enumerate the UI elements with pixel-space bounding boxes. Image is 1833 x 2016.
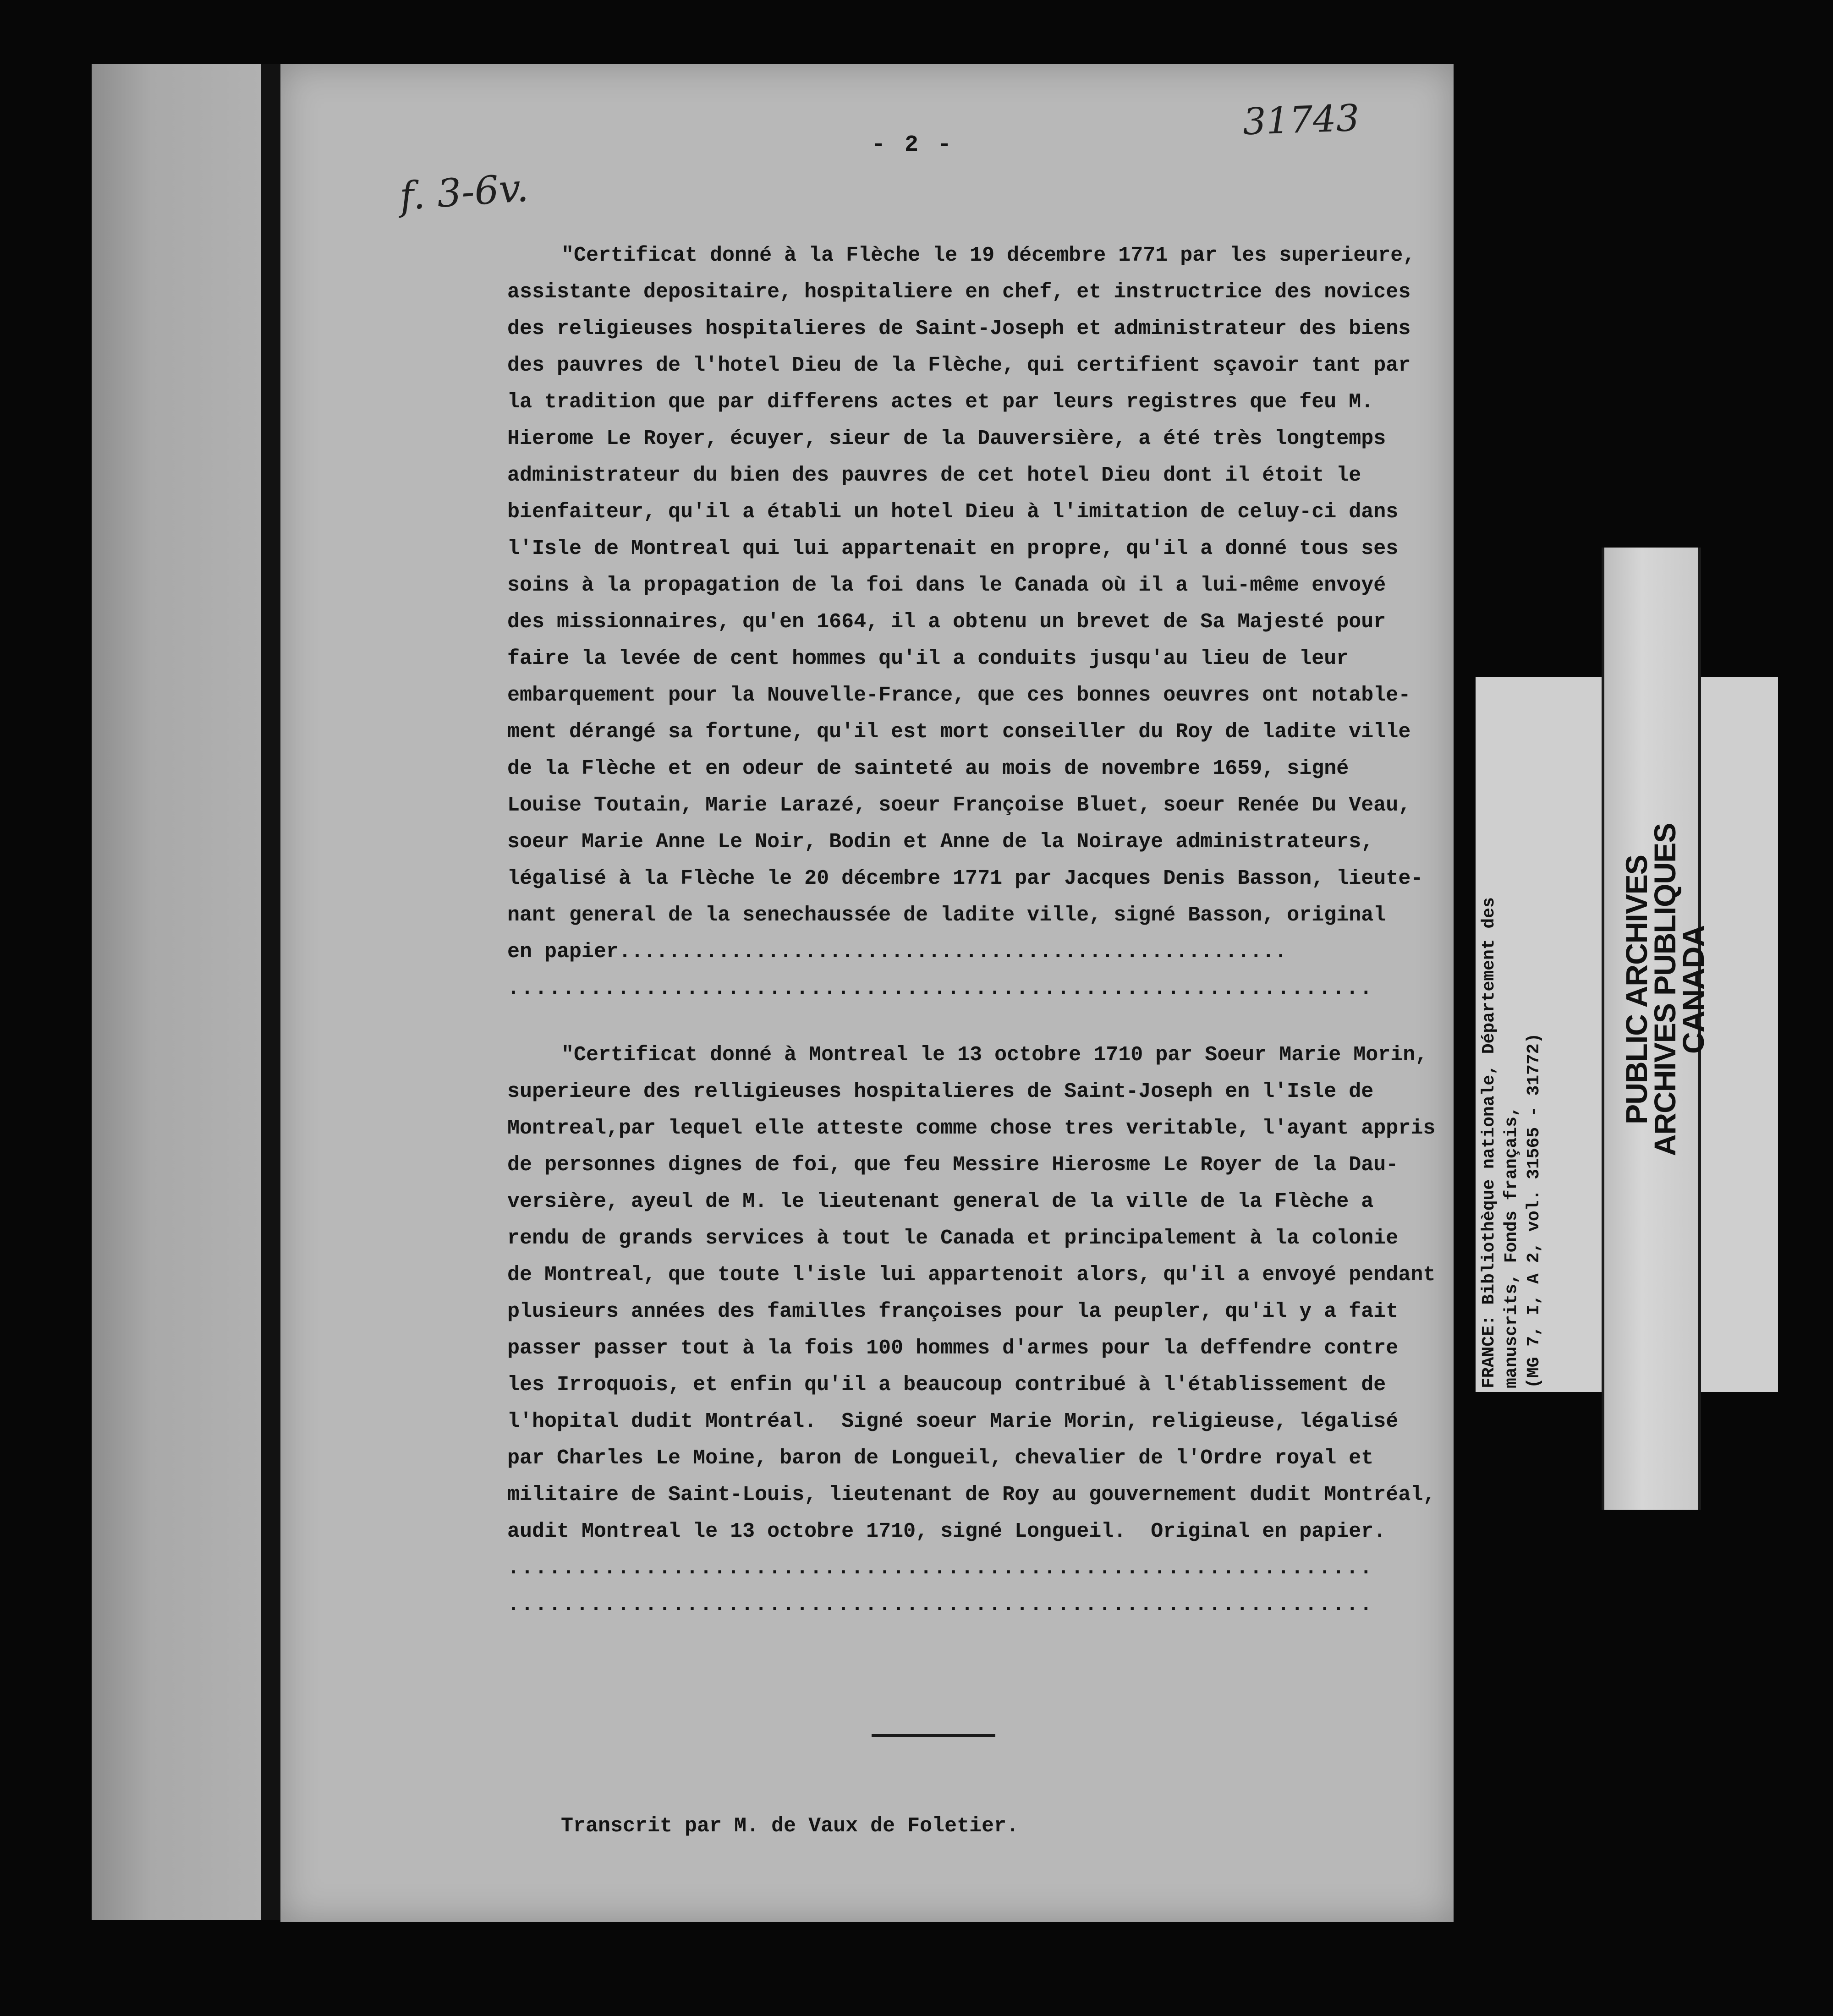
horizontal-rule (872, 1734, 995, 1737)
dotted-separator-2 (507, 1550, 1442, 1623)
text-line: soeur Marie Anne Le Noir, Bodin et Anne de la Noiraye administrateurs, (507, 830, 1374, 854)
text-line: de Montreal, que toute l'isle lui appartenoit alors, qu'il a envoyé pendant (507, 1263, 1436, 1287)
text-line: passer passer tout à la fois 100 hommes d'armes pour la deffendre contre (507, 1337, 1399, 1360)
dotted-line: ............................................................... (507, 1556, 1374, 1580)
page-number: - 2 - (871, 132, 955, 158)
label-line: manuscrits, Fonds français, (1502, 1106, 1521, 1388)
text-line: faire la levée de cent hommes qu'il a conduits jusqu'au lieu de leur (507, 647, 1349, 670)
text-line: "Certificat donné à Montreal le 13 octobre 1710 par Soeur Marie Morin, (561, 1043, 1428, 1067)
public-archives-stamp (1619, 783, 1710, 1196)
text-line: versière, ayeul de M. le lieutenant general de la ville de la Flèche a (507, 1190, 1374, 1213)
text-line: Montreal,par lequel elle atteste comme chose tres veritable, l'ayant appris (507, 1117, 1436, 1140)
text-line: Louise Toutain, Marie Larazé, soeur Françoise Bluet, soeur Renée Du Veau, (507, 794, 1411, 817)
dotted-separator-1 (507, 970, 1442, 1007)
stamp-line: CANADA (1676, 926, 1710, 1054)
text-line: légalisé à la Flèche le 20 décembre 1771 par Jacques Denis Basson, lieute- (507, 867, 1423, 890)
text-line: de personnes dignes de foi, que feu Messire Hierosme Le Royer de la Dau- (507, 1153, 1399, 1177)
transcriber-credit: Transcrit par M. de Vaux de Foletier. (561, 1814, 1019, 1838)
text-line: l'hopital dudit Montréal. Signé soeur Marie Morin, religieuse, légalisé (507, 1410, 1399, 1433)
text-line: les Irroquois, et enfin qu'il a beaucoup contribué à l'établissement de (507, 1373, 1386, 1397)
text-line: militaire de Saint-Louis, lieutenant de Roy au gouvernement dudit Montréal, (507, 1483, 1436, 1507)
paragraph-2 (507, 1037, 1442, 1550)
text-line: des religieuses hospitalieres de Saint-Joseph et administrateur des biens (507, 317, 1411, 340)
text-line: Hierome Le Royer, écuyer, sieur de la Dauversière, a été très longtemps (507, 427, 1386, 450)
archive-label (1478, 683, 1544, 1388)
text-line: rendu de grands services à tout le Canada et principalement à la colonie (507, 1227, 1399, 1250)
document-body (507, 237, 1442, 1623)
label-line: (MG 7, I, A 2, vol. 31565 - 31772) (1524, 1033, 1544, 1388)
paragraph-1 (507, 237, 1442, 970)
text-line: soins à la propagation de la foi dans le Canada où il a lui-même envoyé (507, 574, 1386, 597)
scan-gutter (261, 64, 280, 1920)
text-line: plusieurs années des familles françoises pour la peupler, qu'il y a fait (507, 1300, 1399, 1323)
text-line: des missionnaires, qu'en 1664, il a obtenu un brevet de Sa Majesté pour (507, 610, 1386, 634)
stamp-line: PUBLIC ARCHIVES (1619, 855, 1653, 1124)
dotted-line: ............................................................... (507, 977, 1374, 1000)
text-line: la tradition que par differens actes et par leurs registres que feu M. (507, 390, 1374, 414)
dotted-line: ............................................................... (507, 1593, 1374, 1616)
document-page (280, 64, 1454, 1922)
text-line: audit Montreal le 13 octobre 1710, signé Longueil. Original en papier. (507, 1520, 1386, 1543)
archive-number: 31743 (1242, 96, 1361, 143)
text-line: par Charles Le Moine, baron de Longueil, chevalier de l'Ordre royal et (507, 1446, 1374, 1470)
text-line: "Certificat donné à la Flèche le 19 décembre 1771 par les superieure, (561, 244, 1416, 267)
text-line: en papier...................................................... (507, 940, 1287, 964)
text-line: administrateur du bien des pauvres de cet hotel Dieu dont il étoit le (507, 464, 1361, 487)
stamp-line: ARCHIVES PUBLIQUES (1648, 823, 1682, 1156)
scan-left-margin (92, 64, 261, 1920)
text-line: ment dérangé sa fortune, qu'il est mort conseiller du Roy de ladite ville (507, 720, 1411, 744)
text-line: superieure des relligieuses hospitalieres de Saint-Joseph en l'Isle de (507, 1080, 1374, 1103)
folio-note: f. 3-6v. (398, 165, 530, 219)
text-line: assistante depositaire, hospitaliere en chef, et instructrice des novices (507, 280, 1411, 304)
label-line: FRANCE: Bibliothèque nationale, Département des (1479, 897, 1499, 1388)
text-line: bienfaiteur, qu'il a établi un hotel Dieu à l'imitation de celuy-ci dans (507, 500, 1399, 524)
text-line: embarquement pour la Nouvelle-France, que ces bonnes oeuvres ont notable- (507, 684, 1411, 707)
text-line: l'Isle de Montreal qui lui appartenait en propre, qu'il a donné tous ses (507, 537, 1399, 560)
text-line: de la Flèche et en odeur de sainteté au mois de novembre 1659, signé (507, 757, 1349, 780)
text-line: des pauvres de l'hotel Dieu de la Flèche, qui certifient sçavoir tant par (507, 354, 1411, 377)
text-line: nant general de la senechaussée de ladite ville, signé Basson, original (507, 904, 1386, 927)
